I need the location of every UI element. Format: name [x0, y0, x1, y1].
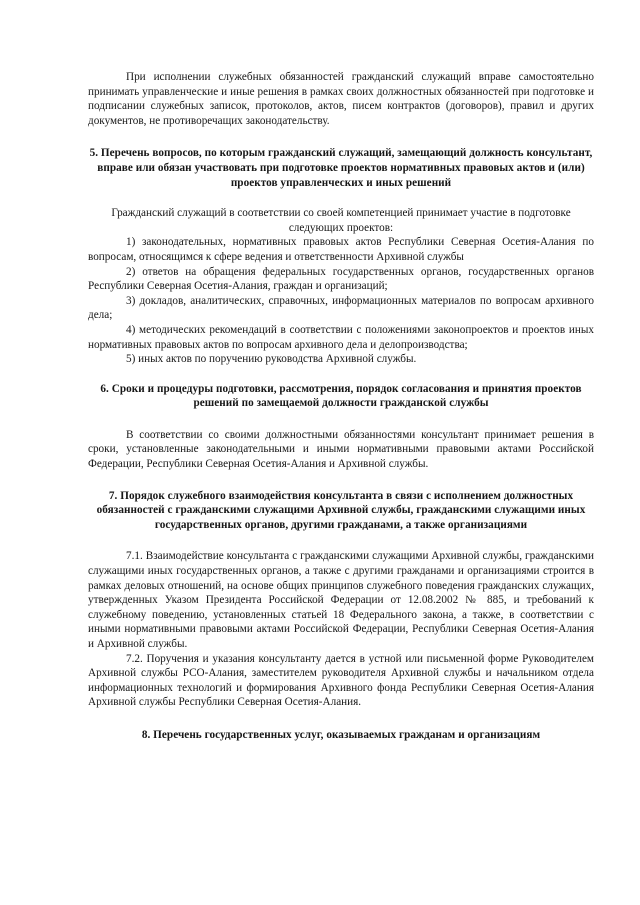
section-5-item-5: 5) иных актов по поручению руководства Архивной службы.	[126, 353, 417, 366]
section-5-item-3: 3) докладов, аналитических, справочных, информационных материалов по вопросам архивного дела;	[88, 294, 594, 322]
section-5-item-1: 1) законодательных, нормативных правовых актов Республики Северная Осетия-Алания по вопросам, относящимся к сфере ведения и ответственности Архивной службы	[88, 236, 594, 263]
section-5-intro: Гражданский служащий в соответствии со своей компетенцией принимает участие в подготовке следующих проектов:	[111, 207, 571, 234]
section-7-heading: 7. Порядок служебного взаимодействия консультанта в связи с исполнением должностных обязанностей с гражданскими служащими Архивной службы, гражданскими служащими иных государственных органов, другими гражданами, а также организациями	[96, 489, 586, 531]
section-5-item-2: 2) ответов на обращения федеральных государственных органов, государственных органов Республики Северная Осетия-Алания, граждан и организаций;	[88, 265, 594, 293]
section-6-text: В соответствии со своими должностными обязанностями консультант принимает решения в сроки, установленные законодательными и иными нормативными правовыми актами Российской Федерации, Республики Северная Осетия-Алания и Архивной службы.	[88, 428, 594, 471]
section-7-paragraph-2: 7.2. Поручения и указания консультанту дается в устной или письменной форме Руководителем Архивной службы РСО-Алания, заместителем руководителя Архивной службы и начальником отдела информационных технологий и формирования Архивного фонда Республики Северная Осетия-Алания Архивной службы Республики Северная Осетия-Алания.	[88, 652, 594, 709]
section-5-item-4: 4) методических рекомендаций в соответствии с положениями законопроектов и проектов иных нормативных правовых актов по вопросам архивного дела и делопроизводства;	[88, 323, 594, 351]
section-5-heading: 5. Перечень вопросов, по которым гражданский служащий, замещающий должность консультант, вправе или обязан участвовать при подготовке проектов нормативных правовых актов и (или) проектов управленческих и иных решений	[89, 147, 593, 189]
section-7-paragraph-1: 7.1. Взаимодействие консультанта с гражданскими служащими Архивной службы, гражданскими служащими иных государственных органов, а также с другими гражданами и организациями строится в рамках деловых отношений, на основе общих принципов служебного поведения гражданских служащих, утвержденных Указом Президента Российской Федерации от 12.08.2002 № 885, и требований к служебному поведению, установленных статьей 18 Федерального закона, а также, в соответствии с иными нормативными правовыми актами Российской Федерации, Республики Северная Осетия-Алания и Архивной службы.	[88, 550, 594, 650]
document-page	[88, 70, 594, 743]
intro-paragraph: При исполнении служебных обязанностей гражданский служащий вправе самостоятельно принимать управленческие и иные решения в рамках своих должностных обязанностей при подготовке и подписании служебных записок, протоколов, актов, писем контрактов (договоров), правил и других документов, не противоречащих законодательству.	[88, 71, 594, 127]
section-8-heading: 8. Перечень государственных услуг, оказываемых гражданам и организациям	[141, 728, 541, 741]
section-6-heading: 6. Сроки и процедуры подготовки, рассмотрения, порядок согласования и принятия проектов решений по замещаемой должности гражданской службы	[100, 382, 582, 410]
